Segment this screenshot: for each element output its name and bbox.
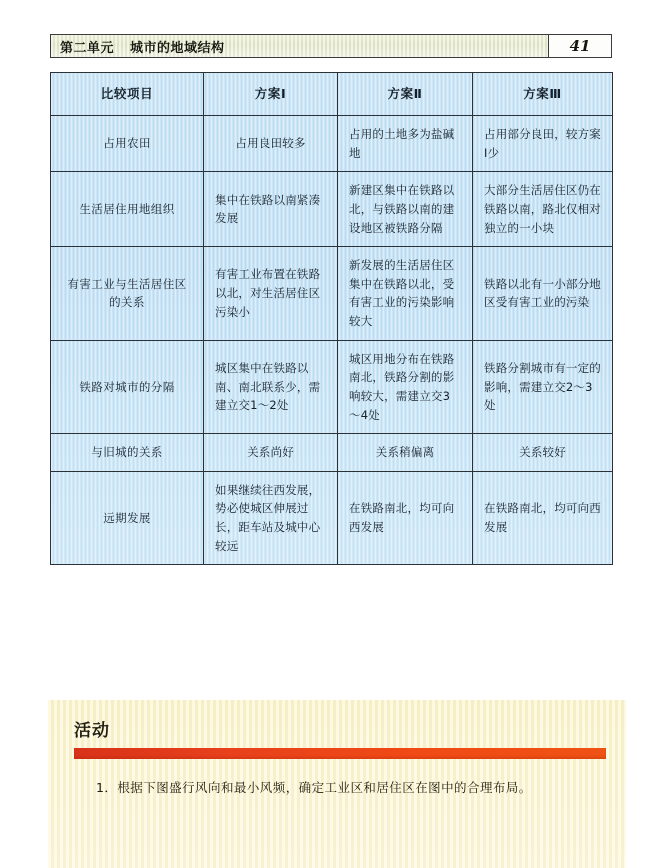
table-row	[51, 247, 613, 341]
cell-plan-1: 城区集中在铁路以南、南北联系少，需建立交1～2处	[204, 340, 338, 434]
comparison-table	[50, 72, 613, 565]
running-head-text	[51, 35, 548, 57]
cell-plan-1: 有害工业布置在铁路以北，对生活居住区污染小	[204, 247, 338, 341]
cell-plan-2: 在铁路南北，均可向西发展	[338, 471, 473, 565]
cell-plan-3: 铁路分割城市有一定的影响，需建立交2～3处	[473, 340, 613, 434]
table-header-row	[51, 73, 613, 116]
cell-plan-3: 在铁路南北，均可向西发展	[473, 471, 613, 565]
table-body	[51, 116, 613, 565]
cell-plan-1: 占用良田较多	[204, 116, 338, 172]
row-label: 远期发展	[51, 471, 204, 565]
row-label: 占用农田	[51, 116, 204, 172]
cell-plan-2: 关系稍偏离	[338, 434, 473, 472]
activity-panel	[48, 700, 626, 868]
row-label: 生活居住用地组织	[51, 172, 204, 247]
row-label: 与旧城的关系	[51, 434, 204, 472]
activity-item: 1．根据下图盛行风向和最小风频，确定工业区和居住区在图中的合理布局。	[96, 780, 532, 795]
column-header-plan-1: 方案Ⅰ	[204, 73, 338, 116]
cell-plan-2: 城区用地分布在铁路南北，铁路分割的影响较大，需建立交3～4处	[338, 340, 473, 434]
running-head	[50, 34, 612, 58]
cell-plan-1: 集中在铁路以南紧凑发展	[204, 172, 338, 247]
running-head-title: 城市的地域结构	[130, 40, 225, 56]
cell-plan-2: 新建区集中在铁路以北，与铁路以南的建设地区被铁路分隔	[338, 172, 473, 247]
cell-plan-3: 占用部分良田，较方案Ⅰ少	[473, 116, 613, 172]
column-header-item: 比较项目	[51, 73, 204, 116]
row-label: 铁路对城市的分隔	[51, 340, 204, 434]
cell-plan-1: 如果继续往西发展，势必使城区伸展过长，距车站及城中心较远	[204, 471, 338, 565]
cell-plan-1: 关系尚好	[204, 434, 338, 472]
cell-plan-3: 大部分生活居住区仍在铁路以南，路北仅相对独立的一小块	[473, 172, 613, 247]
cell-plan-3: 铁路以北有一小部分地区受有害工业的污染	[473, 247, 613, 341]
activity-divider	[74, 748, 606, 759]
cell-plan-2: 新发展的生活居住区集中在铁路以北，受有害工业的污染影响较大	[338, 247, 473, 341]
table-row	[51, 434, 613, 472]
page-number: 41	[548, 35, 611, 57]
table-row	[51, 340, 613, 434]
table-row	[51, 172, 613, 247]
table-row	[51, 116, 613, 172]
column-header-plan-2: 方案Ⅱ	[338, 73, 473, 116]
row-label: 有害工业与生活居住区的关系	[51, 247, 204, 341]
running-head-unit: 第二单元	[60, 40, 115, 56]
cell-plan-3: 关系较好	[473, 434, 613, 472]
activity-title: 活动	[74, 721, 110, 741]
column-header-plan-3: 方案Ⅲ	[473, 73, 613, 116]
activity-list	[74, 759, 606, 798]
table-row	[51, 471, 613, 565]
cell-plan-2: 占用的土地多为盐碱地	[338, 116, 473, 172]
table-header	[51, 73, 613, 116]
